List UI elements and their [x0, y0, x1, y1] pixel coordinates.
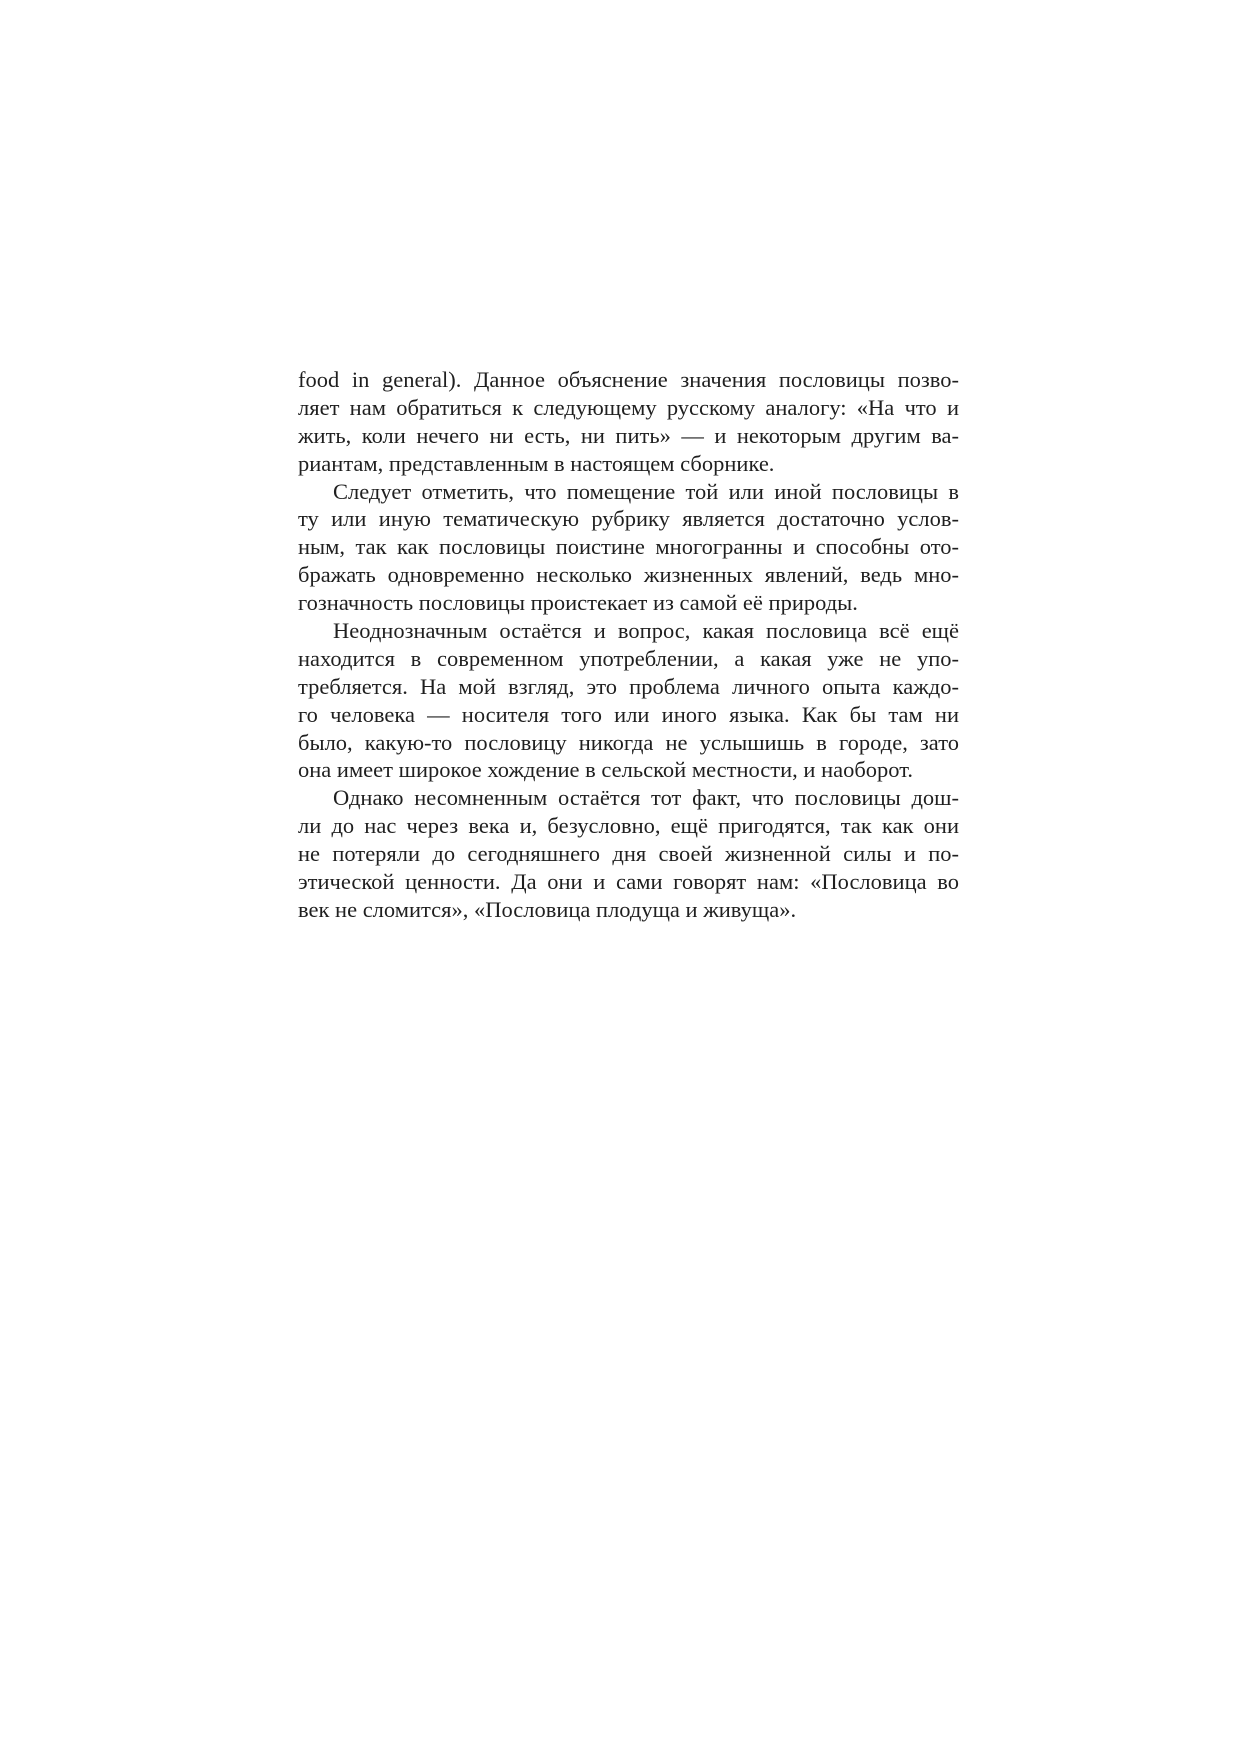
text-line: риантам, представленным в настоящем сборнике.	[298, 450, 775, 476]
body-text	[298, 366, 959, 924]
text-line: Неоднозначным остаётся и вопрос, какая пословица всё ещё	[333, 618, 959, 644]
text-line: бражать одновременно несколько жизненных явлений, ведь мно-	[298, 562, 959, 588]
paragraph-2	[298, 478, 959, 617]
text-line: ту или иную тематическую рубрику является достаточно услов-	[298, 506, 959, 532]
text-line: ляет нам обратиться к следующему русскому аналогу: «На что и	[298, 394, 959, 420]
text-line: Однако несомненным остаётся тот факт, что пословицы дош-	[333, 785, 959, 811]
text-line: не потеряли до сегодняшнего дня своей жизненной силы и по-	[298, 841, 959, 867]
text-line: Следует отметить, что помещение той или иной пословицы в	[333, 478, 959, 504]
paragraph-4	[298, 784, 959, 923]
text-line: находится в современном употреблении, а какая уже не упо-	[298, 645, 959, 671]
text-line: ным, так как пословицы поистине многогранны и способны ото-	[298, 534, 959, 560]
text-line: жить, коли нечего ни есть, ни пить» — и некоторым другим ва-	[298, 422, 959, 448]
paragraph-1	[298, 366, 959, 478]
text-line: food in general). Данное объяснение значения пословицы позво-	[298, 367, 959, 392]
text-line: гозначность пословицы проистекает из самой её природы.	[298, 590, 858, 616]
paragraph-3	[298, 617, 959, 784]
text-line: она имеет широкое хождение в сельской местности, и наоборот.	[298, 757, 914, 783]
text-line: этической ценности. Да они и сами говорят нам: «Пословица во	[298, 869, 959, 895]
text-line: требляется. На мой взгляд, это проблема личного опыта каждо-	[298, 673, 959, 699]
text-line: ли до нас через века и, безусловно, ещё пригодятся, так как они	[298, 813, 959, 839]
text-line: век не сломится», «Пословица плодуща и живуща».	[298, 896, 797, 922]
text-line: го человека — носителя того или иного языка. Как бы там ни	[298, 701, 959, 727]
text-line: было, какую-то пословицу никогда не услышишь в городе, зато	[298, 729, 959, 755]
